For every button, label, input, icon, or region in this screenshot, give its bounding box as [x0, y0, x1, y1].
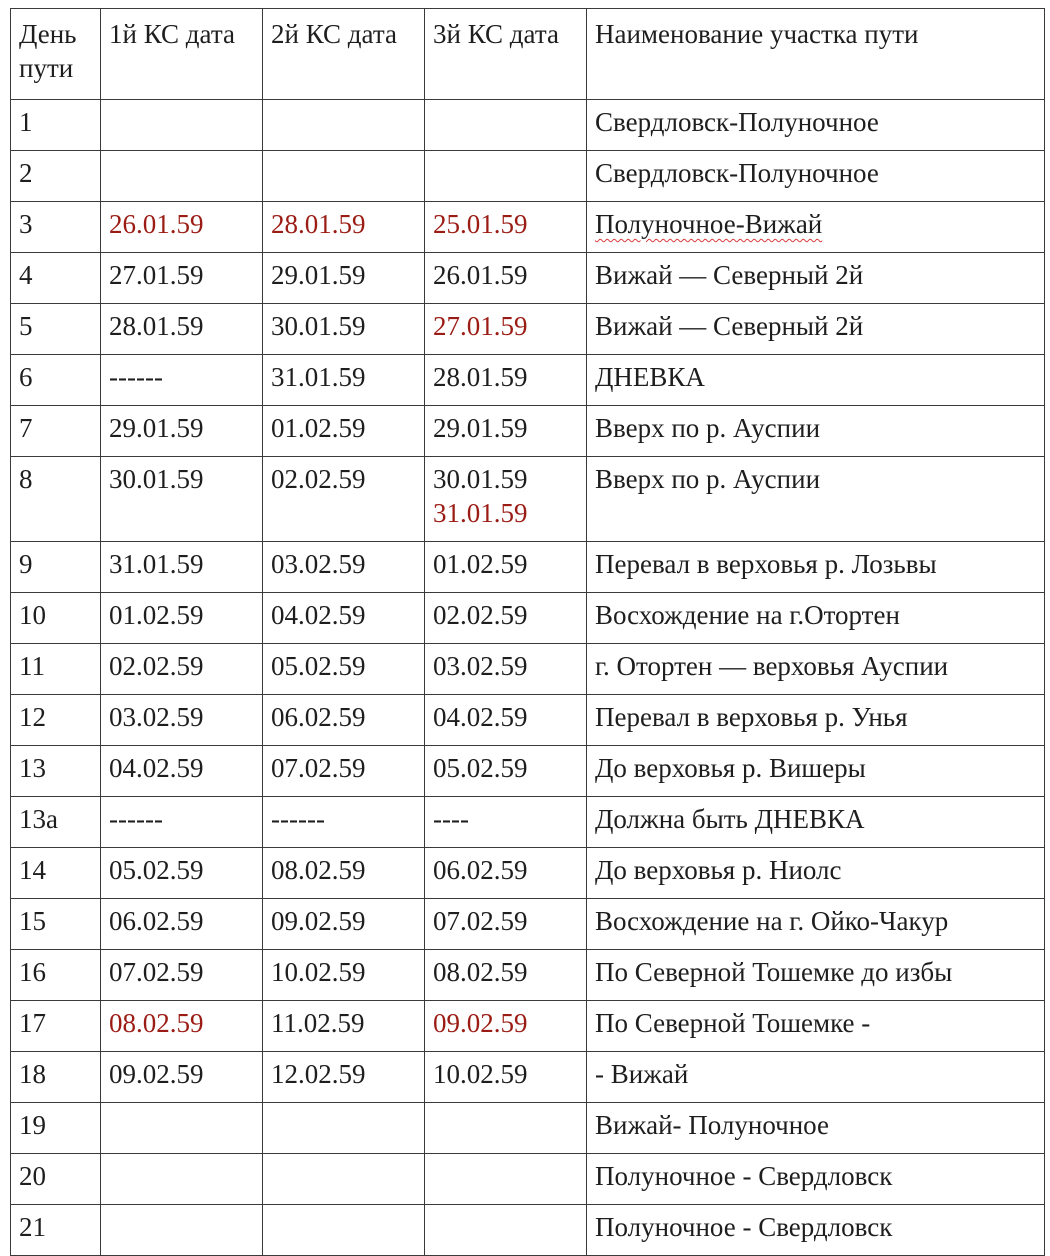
ks2-cell: 12.02.59 — [263, 1052, 425, 1103]
section-cell: Полуночное - Свердловск — [587, 1154, 1045, 1205]
ks1-cell: 31.01.59 — [101, 542, 263, 593]
ks1-cell — [101, 1103, 263, 1154]
table-row — [11, 151, 1045, 202]
header-day-line: День — [19, 19, 77, 49]
ks2-cell: 09.02.59 — [263, 899, 425, 950]
ks2-cell: 06.02.59 — [263, 695, 425, 746]
header-row — [11, 9, 1045, 100]
section-cell: Должна быть ДНЕВКА — [587, 797, 1045, 848]
ks1-cell: 09.02.59 — [101, 1052, 263, 1103]
ks3-cell — [425, 457, 587, 542]
ks1-cell: 02.02.59 — [101, 644, 263, 695]
table-row — [11, 304, 1045, 355]
ks1-cell: 28.01.59 — [101, 304, 263, 355]
ks1-cell — [101, 100, 263, 151]
table-row — [11, 593, 1045, 644]
day-cell: 13а — [11, 797, 101, 848]
ks3-cell — [425, 151, 587, 202]
ks1-cell: 06.02.59 — [101, 899, 263, 950]
ks3-cell: 08.02.59 — [425, 950, 587, 1001]
header-day — [11, 9, 101, 100]
ks1-cell: 29.01.59 — [101, 406, 263, 457]
day-cell: 17 — [11, 1001, 101, 1052]
table-row — [11, 406, 1045, 457]
day-cell: 21 — [11, 1205, 101, 1256]
route-schedule-table — [10, 8, 1045, 1256]
section-cell: Вижай — Северный 2й — [587, 253, 1045, 304]
table-row — [11, 542, 1045, 593]
day-cell: 3 — [11, 202, 101, 253]
ks1-cell: 04.02.59 — [101, 746, 263, 797]
day-cell: 6 — [11, 355, 101, 406]
ks3-cell: 09.02.59 — [425, 1001, 587, 1052]
section-cell: г. Отортен — верховья Ауспии — [587, 644, 1045, 695]
ks1-cell: 03.02.59 — [101, 695, 263, 746]
day-cell: 15 — [11, 899, 101, 950]
day-cell: 10 — [11, 593, 101, 644]
header-ks3: 3й КС дата — [425, 9, 587, 100]
ks2-cell: ------ — [263, 797, 425, 848]
day-cell: 16 — [11, 950, 101, 1001]
ks2-cell: 04.02.59 — [263, 593, 425, 644]
ks3-cell — [425, 1154, 587, 1205]
ks1-cell: ------ — [101, 355, 263, 406]
ks1-cell: 30.01.59 — [101, 457, 263, 542]
section-cell: Свердловск-Полуночное — [587, 151, 1045, 202]
ks3-cell — [425, 100, 587, 151]
table-row — [11, 1001, 1045, 1052]
day-cell: 5 — [11, 304, 101, 355]
ks3-cell: 25.01.59 — [425, 202, 587, 253]
ks3-date: 30.01.59 — [433, 464, 528, 494]
header-ks2: 2й КС дата — [263, 9, 425, 100]
ks2-cell: 10.02.59 — [263, 950, 425, 1001]
day-cell: 1 — [11, 100, 101, 151]
ks3-cell — [425, 1205, 587, 1256]
ks3-cell: 01.02.59 — [425, 542, 587, 593]
ks3-extra-date: 31.01.59 — [433, 498, 528, 528]
section-cell: Восхождение на г.Отортен — [587, 593, 1045, 644]
day-cell: 12 — [11, 695, 101, 746]
ks2-cell — [263, 100, 425, 151]
section-cell: По Северной Тошемке до избы — [587, 950, 1045, 1001]
section-cell: ДНЕВКА — [587, 355, 1045, 406]
ks3-cell: 02.02.59 — [425, 593, 587, 644]
table-row — [11, 899, 1045, 950]
section-cell: Перевал в верховья р. Лозьвы — [587, 542, 1045, 593]
ks1-cell — [101, 1154, 263, 1205]
section-cell: - Вижай — [587, 1052, 1045, 1103]
ks2-cell: 08.02.59 — [263, 848, 425, 899]
table-row — [11, 1052, 1045, 1103]
ks1-cell: 08.02.59 — [101, 1001, 263, 1052]
day-cell: 11 — [11, 644, 101, 695]
table-row — [11, 695, 1045, 746]
day-cell: 4 — [11, 253, 101, 304]
ks2-cell: 31.01.59 — [263, 355, 425, 406]
section-cell: Вверх по р. Ауспии — [587, 406, 1045, 457]
table-row — [11, 1205, 1045, 1256]
ks1-cell: 01.02.59 — [101, 593, 263, 644]
table-row — [11, 100, 1045, 151]
header-day-line: пути — [19, 53, 74, 83]
ks2-cell — [263, 1205, 425, 1256]
header-section: Наименование участка пути — [587, 9, 1045, 100]
ks3-cell: 03.02.59 — [425, 644, 587, 695]
ks3-cell: 05.02.59 — [425, 746, 587, 797]
ks3-cell: 07.02.59 — [425, 899, 587, 950]
section-cell: До верховья р. Ниолс — [587, 848, 1045, 899]
day-cell: 18 — [11, 1052, 101, 1103]
header-ks1: 1й КС дата — [101, 9, 263, 100]
ks1-cell: 05.02.59 — [101, 848, 263, 899]
ks1-cell — [101, 1205, 263, 1256]
ks2-cell: 07.02.59 — [263, 746, 425, 797]
ks2-cell — [263, 151, 425, 202]
table-row — [11, 848, 1045, 899]
day-cell: 9 — [11, 542, 101, 593]
table-row — [11, 457, 1045, 542]
day-cell: 13 — [11, 746, 101, 797]
section-cell: Вверх по р. Ауспии — [587, 457, 1045, 542]
day-cell: 14 — [11, 848, 101, 899]
ks3-cell: ---- — [425, 797, 587, 848]
day-cell: 7 — [11, 406, 101, 457]
section-cell: Полуночное - Свердловск — [587, 1205, 1045, 1256]
section-cell: Полуночное-Вижай — [587, 202, 1045, 253]
section-cell: По Северной Тошемке - — [587, 1001, 1045, 1052]
ks2-cell: 03.02.59 — [263, 542, 425, 593]
ks2-cell: 01.02.59 — [263, 406, 425, 457]
day-cell: 19 — [11, 1103, 101, 1154]
table-row — [11, 253, 1045, 304]
ks2-cell — [263, 1103, 425, 1154]
table-row — [11, 746, 1045, 797]
ks3-cell — [425, 1103, 587, 1154]
section-cell: До верховья р. Вишеры — [587, 746, 1045, 797]
ks2-cell — [263, 1154, 425, 1205]
ks2-cell: 30.01.59 — [263, 304, 425, 355]
ks2-cell: 02.02.59 — [263, 457, 425, 542]
table-row — [11, 355, 1045, 406]
ks3-cell: 26.01.59 — [425, 253, 587, 304]
ks1-cell — [101, 151, 263, 202]
table-row — [11, 1154, 1045, 1205]
ks1-cell: 26.01.59 — [101, 202, 263, 253]
ks1-cell: 27.01.59 — [101, 253, 263, 304]
ks2-cell: 29.01.59 — [263, 253, 425, 304]
section-cell: Вижай- Полуночное — [587, 1103, 1045, 1154]
section-cell: Свердловск-Полуночное — [587, 100, 1045, 151]
ks3-cell: 04.02.59 — [425, 695, 587, 746]
ks3-cell: 27.01.59 — [425, 304, 587, 355]
table-row — [11, 950, 1045, 1001]
table-row — [11, 202, 1045, 253]
ks2-cell: 11.02.59 — [263, 1001, 425, 1052]
ks1-cell: ------ — [101, 797, 263, 848]
ks2-cell: 28.01.59 — [263, 202, 425, 253]
table-row — [11, 644, 1045, 695]
section-cell: Перевал в верховья р. Унья — [587, 695, 1045, 746]
ks3-cell: 28.01.59 — [425, 355, 587, 406]
section-cell: Восхождение на г. Ойко-Чакур — [587, 899, 1045, 950]
ks3-cell: 06.02.59 — [425, 848, 587, 899]
section-cell: Вижай — Северный 2й — [587, 304, 1045, 355]
ks3-cell: 10.02.59 — [425, 1052, 587, 1103]
ks1-cell: 07.02.59 — [101, 950, 263, 1001]
table-row — [11, 797, 1045, 848]
day-cell: 2 — [11, 151, 101, 202]
table-row — [11, 1103, 1045, 1154]
day-cell: 20 — [11, 1154, 101, 1205]
day-cell: 8 — [11, 457, 101, 542]
ks2-cell: 05.02.59 — [263, 644, 425, 695]
ks3-cell: 29.01.59 — [425, 406, 587, 457]
